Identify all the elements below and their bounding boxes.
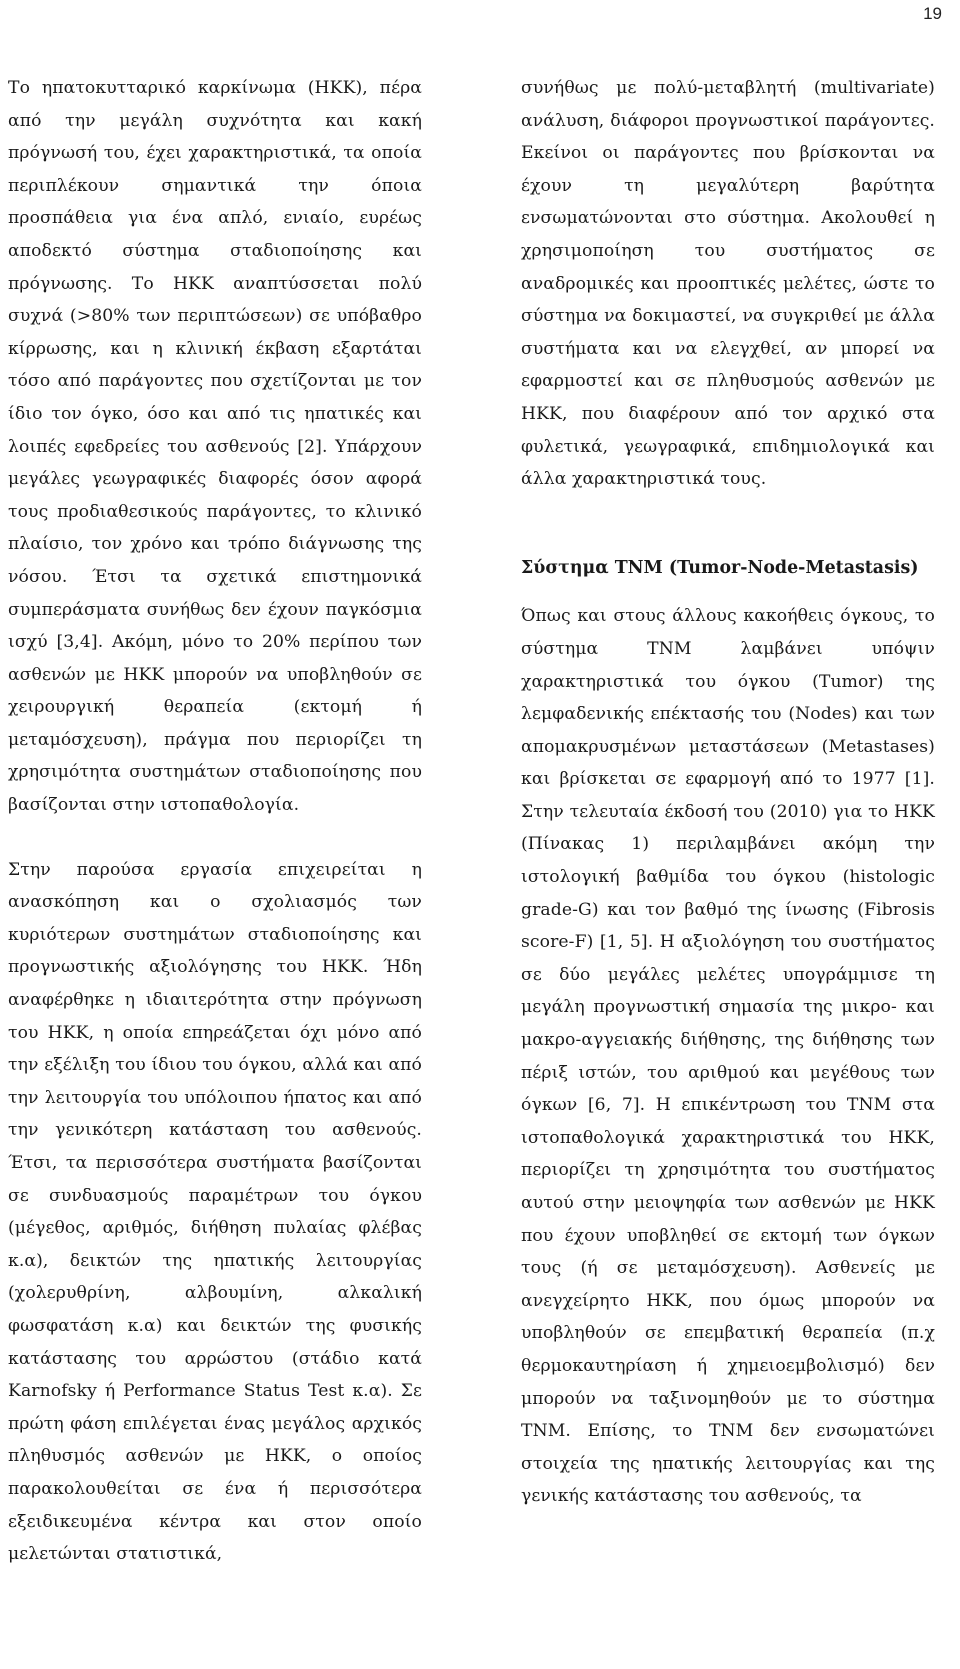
page-number: 19 bbox=[923, 4, 942, 23]
heading-spacer-bottom bbox=[521, 584, 935, 600]
heading-spacer-top bbox=[521, 496, 935, 552]
right-column bbox=[521, 72, 935, 1513]
left-column bbox=[8, 72, 422, 1571]
section-heading-tnm: Σύστημα TNM (Tumor-Node-Metastasis) bbox=[521, 557, 919, 578]
paragraph-spacer bbox=[8, 822, 422, 854]
review-scope-paragraph: Στην παρούσα εργασία επιχειρείται η ανασκόπηση και ο σχολιασμός των κυριότερων συστημάτων σταδιοποίησης και προγνωστικής αξιολόγησης του ΗΚΚ. Ήδη αναφέρθηκε η ιδιαιτερότητα στην πρόγνωση του ΗΚΚ, η οποία επηρεάζεται όχι μόνο από την εξέλιξη του ίδιου του όγκου, αλλά και από την λειτουργία του υπόλοιπου ήπατος και από την γενικότερη κατάσταση του ασθενούς. Έτσι, τα περισσότερα συστήματα βασίζονται σε συνδυασμούς παραμέτρων του όγκου (μέγεθος, αριθμός, διήθηση πυλαίας φλέβας κ.α), δεικτών της ηπατικής λειτουργίας (χολερυθρίνη, αλβουμίνη, αλκαλική φωσφατάση κ.α) και δεικτών της φυσικής κατάστασης του αρρώστου (στάδιο κατά Karnofsky ή Performance Status Test κ.α). Σε πρώτη φάση επιλέγεται ένας μεγάλος αρχικός πληθυσμός ασθενών με ΗΚΚ, ο οποίος παρακολουθείται σε ένα ή περισσότερα εξειδικευμένα κέντρα και στον οποίο μελετώνται στατιστικά, bbox=[8, 859, 422, 1565]
intro-paragraph: Το ηπατοκυτταρικό καρκίνωμα (ΗΚΚ), πέρα από την μεγάλη συχνότητα και κακή πρόγνωσή του, έχει χαρακτηριστικά, τα οποία περιπλέκουν σημαντικά την όποια προσπάθεια για ένα απλό, ενιαίο, ευρέως αποδεκτό σύστημα σταδιοποίησης και πρόγνωσης. Το ΗΚΚ αναπτύσσεται πολύ συχνά (>80% των περιπτώσεων) σε υπόβαθρο κίρρωσης, και η κλινική έκβαση εξαρτάται τόσο από παράγοντες που σχετίζονται με τον ίδιο τον όγκο, όσο και από τις ηπατικές και λοιπές εφεδρείες του ασθενούς [2]. Υπάρχουν μεγάλες γεωγραφικές διαφορές όσον αφορά τους προδιαθεσικούς παράγοντες, το κλινικό πλαίσιο, τον χρόνο και τρόπο διάγνωσης της νόσου. Έτσι τα σχετικά επιστημονικά συμπεράσματα συνήθως δεν έχουν παγκόσμια ισχύ [3,4]. Ακόμη, μόνο το 20% περίπου των ασθενών με ΗΚΚ μπορούν να υποβληθούν σε χειρουργική θεραπεία (εκτομή ή μεταμόσχευση), πράγμα που περιορίζει τη χρησιμότητα συστημάτων σταδιοποίησης που βασίζονται στην ιστοπαθολογία. bbox=[8, 78, 422, 816]
tnm-paragraph: Όπως και στους άλλους κακοήθεις όγκους, το σύστημα TNM λαμβάνει υπόψιν χαρακτηριστικά του όγκου (Tumor) της λεμφαδενικής επέκτασής του (Nodes) και των απομακρυσμένων μεταστάσεων (Metastases) και βρίσκεται σε εφαρμογή από το 1977 [1]. Στην τελευταία έκδοσή του (2010) για το ΗΚΚ (Πίνακας 1) περιλαμβάνει ακόμη την ιστολογική βαθμίδα του όγκου (histologic grade-G) και τον βαθμό της ίνωσης (Fibrosis score-F) [1, 5]. Η αξιολόγηση του συστήματος σε δύο μεγάλες μελέτες υπογράμμισε τη μεγάλη προγνωστική σημασία της μικρο- και μακρο-αγγειακής διήθησης, της διήθησης των πέριξ ιστών, του αριθμού και μεγέθους των όγκων [6, 7]. Η επικέντρωση του TNM στα ιστοπαθολογικά χαρακτηριστικά του ΗΚΚ, περιορίζει τη χρησιμότητα του συστήματος αυτού στην μειοψηφία των ασθενών με ΗΚΚ που έχουν υποβληθεί σε εκτομή των όγκων τους (ή σε μεταμόσχευση). Ασθενείς με ανεγχείρητο ΗΚΚ, που όμως μπορούν να υποβληθούν σε επεμβατική θεραπεία (π.χ θερμοκαυτηρίαση ή χημειοεμβολισμό) δεν μπορούν να ταξινομηθούν με το σύστημα TNM. Επίσης, το TNM δεν ενσωματώνει στοιχεία της ηπατικής λειτουργίας και της γενικής κατάστασης του ασθενούς, τα bbox=[521, 606, 935, 1507]
continuation-paragraph: συνήθως με πολύ-μεταβλητή (multivariate) ανάλυση, διάφοροι προγνωστικοί παράγοντες. Εκείνοι οι παράγοντες που βρίσκονται να έχουν τη μεγαλύτερη βαρύτητα ενσωματώνονται στο σύστημα. Ακολουθεί η χρησιμοποίηση του συστήματος σε αναδρομικές και προοπτικές μελέτες, ώστε το σύστημα να δοκιμαστεί, να συγκριθεί με άλλα συστήματα και να ελεγχθεί, αν μπορεί να εφαρμοστεί και σε πληθυσμούς ασθενών με ΗΚΚ, που διαφέρουν από τον αρχικό στα φυλετικά, γεωγραφικά, επιδημιολογικά και άλλα χαρακτηριστικά τους. bbox=[521, 78, 935, 490]
